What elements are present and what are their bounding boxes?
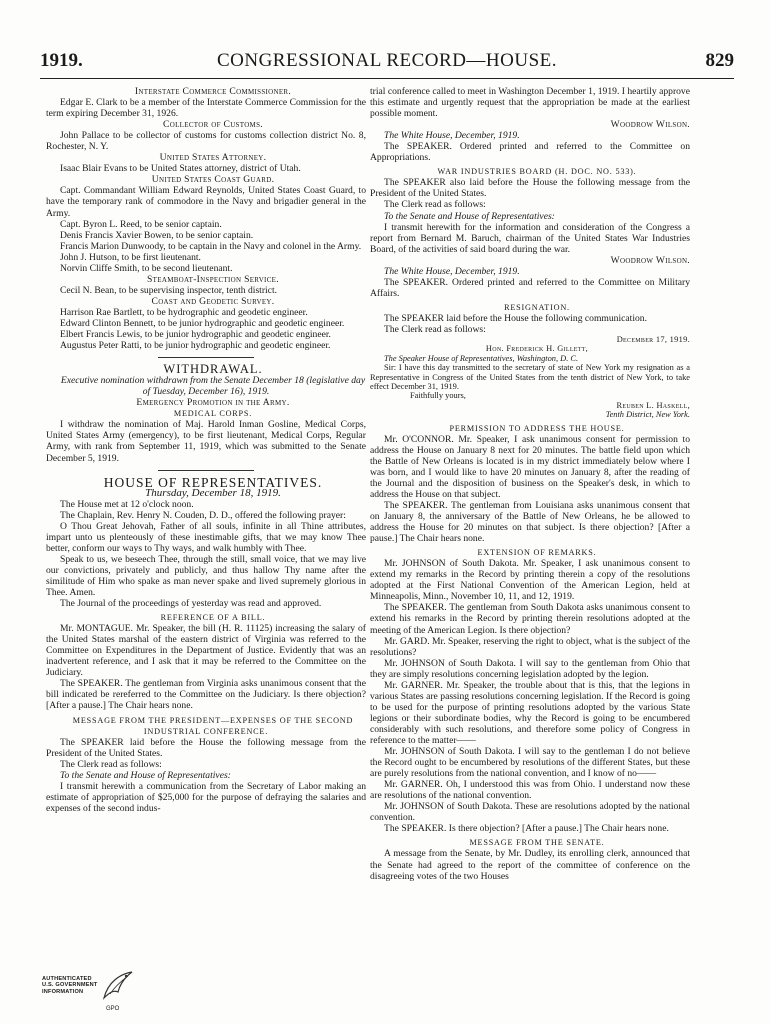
paragraph: Capt. Byron L. Reed, to be senior captain. — [60, 218, 222, 230]
salutation: To the Senate and House of Representatives: — [384, 210, 555, 222]
letter-signature-district: Tenth District, New York. — [605, 410, 690, 420]
letter-signature: Reuben L. Haskell, — [616, 400, 690, 410]
section-heading: RESIGNATION. — [504, 302, 570, 312]
section-heading: Coast and Geodetic Survey. — [151, 295, 275, 307]
paragraph: O Thou Great Jehovah, Father of all souls, infinite in all Thine attributes, impart unto us plenteously of these inestimable gifts, that we may know Thee better, conform our ways to Thy ways, and walk humbly with Thee. — [46, 520, 366, 554]
section-heading: Interstate Commerce Commissioner. — [134, 86, 292, 97]
paragraph: The Clerk read as follows: — [384, 323, 486, 335]
paragraph: Denis Francis Xavier Bowen, to be senior captain. — [60, 229, 254, 241]
salutation: To the Senate and House of Representatives: — [60, 769, 231, 781]
paragraph: Mr. MONTAGUE. Mr. Speaker, the bill (H. R. 11125) increasing the salary of the United States marshal of the eastern district of Virginia was referred to the Committee on Expenditures in the Department of Justice. Evidently that was an inadvertent reference, and I ask that it may be referred to the Committee on the Judiciary. — [46, 623, 366, 679]
letter-addressee: Hon. Frederick H. Gillett, — [485, 344, 589, 354]
paragraph: Augustus Peter Ratti, to be junior hydrographic and geodetic engineer. — [60, 340, 331, 352]
paragraph: Edward Clinton Bennett, to be junior hydrographic and geodetic engineer. — [60, 317, 345, 329]
header-page-number: 829 — [705, 50, 734, 71]
paragraph: Harrison Rae Bartlett, to be hydrographic and geodetic engineer. — [60, 306, 308, 318]
paragraph: trial conference called to meet in Washington December 1, 1919. I heartily approve this estimate and urgently request that the appropriation be made at the earliest possible moment. — [370, 86, 690, 120]
header-title: CONGRESSIONAL RECORD—HOUSE. — [216, 50, 558, 71]
section-heading: Steamboat-Inspection Service. — [147, 273, 279, 285]
dateline: The White House, December, 1919. — [384, 265, 520, 277]
letter-body: Sir: I have this day transmitted to the secretary of state of New York my resignation as a Representative in Congress of the United States from the tenth district of New York, to take effect December 31, 1919. — [370, 363, 690, 392]
paragraph: I transmit herewith for the information and consideration of the Congress a report from Bernard M. Baruch, chairman of the United States War Industries Board, of the activities of said board during the war. — [370, 221, 690, 255]
divider — [158, 357, 254, 358]
resignation-letter — [370, 335, 690, 420]
header-rule — [40, 78, 734, 79]
paragraph: Mr. GARNER. Mr. Speaker, the trouble about that is this, that the legions in various States are passing resolutions concerning legislation. If the Record is going to be used for the purpose of printing resolutions adopted by the various State legions or their subordinate bodies, why the Record is going to be encumbered considerably with such resolutions, and therefore some policy of Congress in reference to the matter—— — [370, 679, 690, 746]
paragraph: Mr. O'CONNOR. Mr. Speaker, I ask unanimous consent for permission to address the House on January 8 next for 20 minutes. The battle field upon which the Battle of New Orleans is located is in my district immediately below where I was born, and I would like to have 20 minutes on January 8, after the reading of the Journal and the disposition of business on the Speaker's desk, in which to address the House on that subject. — [370, 433, 690, 500]
gpo-authentication-logo — [42, 968, 152, 1014]
paragraph: The SPEAKER. Ordered printed and referred to the Committee on Military Affairs. — [370, 276, 690, 299]
paragraph: The SPEAKER. Is there objection? [After a pause.] The Chair hears none. — [384, 823, 669, 835]
paragraph: Mr. JOHNSON of South Dakota. I will say to the gentleman I do not believe the Record ought to be encumbered by resolutions of the different States, but these are purely resolutions from the national convention, and I know of no—— — [370, 746, 690, 780]
paragraph: The SPEAKER. The gentleman from Virginia asks unanimous consent that the bill indicated be rereferred to the Committee on the Judiciary. Is there objection? [After a pause.] The Chair hears none. — [46, 678, 366, 712]
paragraph: The House met at 12 o'clock noon. — [60, 498, 194, 510]
house-heading: HOUSE OF REPRESENTATIVES. — [103, 474, 323, 490]
logo-gpo: GPO — [106, 1006, 120, 1012]
section-heading: EXTENSION OF REMARKS. — [477, 548, 597, 558]
logo-text — [42, 976, 98, 995]
paragraph: Isaac Blair Evans to be United States attorney, district of Utah. — [60, 163, 301, 175]
section-heading: PERMISSION TO ADDRESS THE HOUSE. — [449, 423, 625, 433]
paragraph: Mr. JOHNSON of South Dakota. These are resolutions adopted by the national convention. — [370, 801, 690, 824]
header-year: 1919. — [40, 50, 83, 71]
paragraph: Capt. Commandant William Edward Reynolds, United States Coast Guard, to have the temporary rank of commodore in the Navy and brigadier general in the Army. — [46, 185, 366, 219]
page-header — [40, 50, 734, 74]
letter-close: Faithfully yours, — [410, 391, 466, 401]
paragraph: John Pallace to be collector of customs for customs collection district No. 8, Rochester, N. Y. — [46, 130, 366, 153]
withdrawal-heading: WITHDRAWAL. — [163, 362, 263, 377]
eagle-icon — [100, 968, 134, 1004]
letter-addressee-title: The Speaker House of Representatives, Washington, D. C. — [384, 353, 579, 363]
withdrawal-subheading: Executive nomination withdrawn from the Senate December 18 (legislative day of Tuesday, December 16), 1919. — [60, 375, 366, 398]
paragraph: Mr. JOHNSON of South Dakota. I will say to the gentleman from Ohio that they are simply resolutions concerning legislation adopted by the legion. — [370, 657, 690, 680]
letter-date: December 17, 1919. — [616, 335, 690, 345]
logo-line: INFORMATION — [42, 988, 84, 995]
paragraph: The Journal of the proceedings of yesterday was read and approved. — [60, 598, 322, 610]
paragraph: The Clerk read as follows: — [384, 199, 486, 211]
paragraph: The SPEAKER. The gentleman from South Dakota asks unanimous consent to extend his remarks in the Record by printing therein resolutions adopted at the meeting of the American Legion. Is there objection? — [370, 602, 690, 636]
logo-line: AUTHENTICATED — [42, 976, 92, 982]
divider — [158, 470, 254, 471]
left-column — [46, 86, 366, 814]
section-heading: REFERENCE OF A BILL. — [160, 613, 266, 623]
section-heading: Collector of Customs. — [163, 119, 263, 131]
section-heading: WAR INDUSTRIES BOARD (H. DOC. NO. 533). — [437, 167, 637, 177]
paragraph: Mr. JOHNSON of South Dakota. Mr. Speaker, I ask unanimous consent to extend my remarks in the Record by printing therein a copy of the resolutions adopted at the First National Convention of the American Legion, held at Minneapolis, Minn., November 10, 11, and 12, 1919. — [370, 558, 690, 603]
section-heading: United States Attorney. — [159, 152, 267, 164]
paragraph: Elbert Francis Lewis, to be junior hydrographic and geodetic engineer. — [60, 329, 331, 341]
section-heading: MEDICAL CORPS. — [173, 409, 253, 419]
paragraph: Cecil N. Bean, to be supervising inspector, tenth district. — [60, 284, 278, 296]
paragraph: The SPEAKER. The gentleman from Louisiana asks unanimous consent that on January 8, the anniversary of the Battle of New Orleans, he be allowed to address the House for 20 minutes on that subject. Is there objection? [After a pause.] The Chair hears none. — [370, 500, 690, 545]
paragraph: Edgar E. Clark to be a member of the Interstate Commerce Commission for the term expiring December 31, 1926. — [46, 97, 366, 120]
paragraph: Speak to us, we beseech Thee, through the still, small voice, that we may live our convictions, privately and publicly, and thus hallow Thy name after the similitude of Him who spake as man never spake and lived supremely glorious in Thee. Amen. — [46, 553, 366, 599]
signature: Woodrow Wilson. — [610, 119, 690, 131]
paragraph: The Clerk read as follows: — [60, 758, 162, 770]
paragraph: The Chaplain, Rev. Henry N. Couden, D. D., offered the following prayer: — [60, 509, 346, 521]
section-heading: MESSAGE FROM THE PRESIDENT—EXPENSES OF THE SECOND INDUSTRIAL CONFERENCE. — [72, 715, 354, 736]
paragraph: I transmit herewith a communication from the Secretary of Labor making an estimate of appropriation of $25,000 for the purpose of defraying the salaries and expenses of the second indus- — [46, 780, 366, 814]
paragraph: A message from the Senate, by Mr. Dudley, its enrolling clerk, announced that the Senate had agreed to the report of the committee of conference on the disagreeing votes of the two Houses — [370, 848, 690, 882]
signature: Woodrow Wilson. — [610, 254, 690, 266]
paragraph: Francis Marion Dunwoody, to be captain in the Navy and colonel in the Army. — [60, 240, 362, 252]
paragraph: The SPEAKER also laid before the House the following message from the President of the United States. — [370, 177, 690, 200]
section-heading: Emergency Promotion in the Army. — [136, 397, 290, 409]
paragraph: Norvin Cliffe Smith, to be second lieutenant. — [60, 262, 233, 274]
paragraph: The SPEAKER. Ordered printed and referred to the Committee on Appropriations. — [370, 141, 690, 164]
paragraph: The SPEAKER laid before the House the following message from the President of the United States. — [46, 736, 366, 759]
section-heading: MESSAGE FROM THE SENATE. — [469, 838, 605, 848]
section-heading: United States Coast Guard. — [151, 174, 275, 186]
logo-line: U.S. GOVERNMENT — [42, 982, 98, 989]
paragraph: Mr. GARNER. Oh, I understood this was from Ohio. I understand now these are resolutions of the national convention. — [370, 779, 690, 802]
dateline: The White House, December, 1919. — [384, 130, 520, 142]
right-column — [370, 86, 690, 882]
paragraph: Mr. GARD. Mr. Speaker, reserving the right to object, what is the subject of the resolutions? — [370, 635, 690, 658]
paragraph: The SPEAKER laid before the House the following communication. — [384, 312, 647, 324]
paragraph: I withdraw the nomination of Maj. Harold Inman Gosline, Medical Corps, United States Army (emergency), to be first lieutenant, Medical Corps, Regular Army, with rank from September 11, 1919, which was submitted to the Senate December 5, 1919. — [46, 419, 366, 464]
house-date: Thursday, December 18, 1919. — [145, 486, 281, 499]
paragraph: John J. Hutson, to be first lieutenant. — [60, 251, 201, 263]
